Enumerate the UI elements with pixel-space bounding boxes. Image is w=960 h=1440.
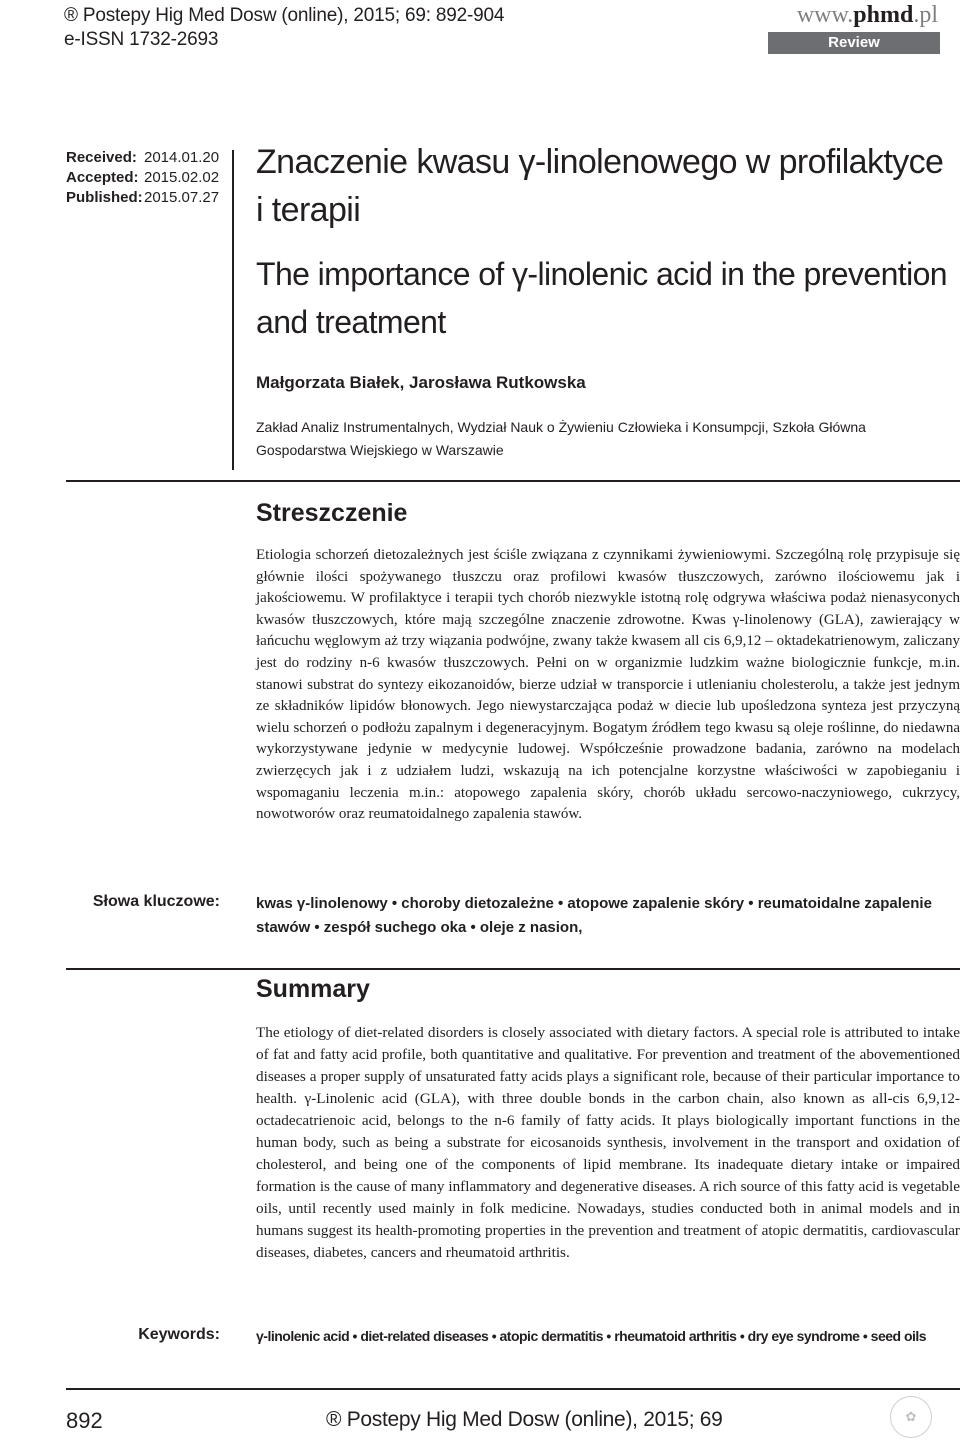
- title-polish: Znaczenie kwasu γ-linolenowego w profilaktyce i terapii: [256, 143, 944, 229]
- received-date: 2014.01.20: [144, 149, 220, 166]
- article-dates: [66, 148, 219, 208]
- footer-journal: ® Postepy Hig Med Dosw (online), 2015; 69: [326, 1408, 723, 1431]
- accepted-label: Accepted:: [66, 169, 139, 186]
- site-name: phmd: [853, 2, 914, 28]
- section-divider-2: [66, 968, 960, 970]
- site-link[interactable]: [797, 2, 938, 29]
- accepted-row: [66, 168, 219, 188]
- published-date: 2015.07.27: [144, 189, 220, 206]
- article-type-badge: Review: [768, 32, 940, 54]
- abstract-text-pl: Etiologia schorzeń dietozależnych jest ściśle związana z czynnikami żywieniowymi. Szczególną rolę przypisuje się głównie ilości spożywanego tłuszczu oraz profilowi kwasów tłuszczowych, zarówno ilościowemu jak i jakościowemu. W profilaktyce i terapii tych chorób niezwykle istotną rolę odgrywa właściwa podaż nienasyconych kwasów tłuszczowych, które mają szczególne znaczenie zdrowotne. Kwas γ-linolenowy (GLA), zawierający w łańcuchu węglowym aż trzy wiązania podwójne, zwany także kwasem all cis 6,9,12 – oktadekatrienowym, zaliczany jest do rodziny n-6 kwasów tłuszczowych. Pełni on w organizmie ludzkim ważne biologicznie funkcje, m.in. stanowi substrat do syntezy eikozanoidów, bierze udział w transporcie i utlenianiu cholesterolu, a także jest jednym ze składników lipidów błonowych. Jego niewystarczająca podaż w diecie lub upośledzona synteza jest przyczyną wielu schorzeń o podłożu zapalnym i degeneracyjnym. Bogatym źródłem tego kwasu są oleje roślinne, do niedawna wykorzystywane jedynie w medycynie ludowej. Współcześnie prowadzone badania, zarówno na modelach zwierzęcych jak i z udziałem ludzi, wskazują na ich potencjalne korzystne właściwości w zapobieganiu i wspomaganiu leczenia m.in.: atopowego zapalenia skóry, chorób układu sercowo-naczyniowego, cukrzycy, nowotworów oraz reumatoidalnego zapalenia stawów.: [256, 547, 960, 823]
- publisher-logo-icon: ✿: [890, 1396, 932, 1438]
- received-row: [66, 148, 219, 168]
- title-english: The importance of γ-linolenic acid in the prevention and treatment: [256, 256, 947, 340]
- abstract-heading-en: Summary: [256, 975, 370, 1003]
- page-number: 892: [66, 1408, 103, 1433]
- issn: e-ISSN 1732-2693: [64, 29, 219, 50]
- accepted-date: 2015.02.02: [144, 169, 220, 186]
- section-divider: [66, 480, 960, 482]
- keywords-label-en: Keywords:: [138, 1326, 220, 1343]
- site-prefix: www.: [796, 2, 854, 28]
- published-label: Published:: [66, 189, 143, 206]
- affiliation: Zakład Analiz Instrumentalnych, Wydział Nauk o Żywieniu Człowieka i Konsumpcji, Szkoła Główna Gospodarstwa Wiejskiego w Warszawie: [256, 419, 866, 458]
- keywords-label-pl: Słowa kluczowe:: [92, 893, 220, 910]
- abstract-heading-pl: Streszczenie: [256, 499, 408, 527]
- authors: Małgorzata Białek, Jarosława Rutkowska: [256, 373, 586, 392]
- abstract-text-en: The etiology of diet-related disorders is closely associated with dietary factors. A special role is attributed to intake of fat and fatty acid profile, both quantitative and qualitative. For prevention and treatment of the abovementioned diseases a proper supply of unsaturated fatty acids plays a significant role, because of their particular importance to health. γ-Linolenic acid (GLA), with three double bonds in the carbon chain, also known as all-cis 6,9,12-octadecatrienoic acid, belongs to the n-6 family of fatty acids. It plays biologically important functions in the human body, such as being a substrate for eicosanoids synthesis, involvement in the transport and oxidation of cholesterol, and being one of the components of lipid membrane. Its inadequate dietary intake or impaired formation is the cause of many inflammatory and degenerative diseases. A rich source of this fatty acid is vegetable oils, until recently used mainly in folk medicine. Nowadays, studies conducted both in animal models and in humans suggest its health-promoting properties in the prevention and treatment of atopic dermatitis, cardiovascular diseases, diabetes, cancers and rheumatoid arthritis.: [256, 1024, 960, 1261]
- received-label: Received:: [66, 149, 137, 166]
- footer-divider: [66, 1388, 960, 1390]
- journal-citation: ® Postepy Hig Med Dosw (online), 2015; 69: 892-904: [64, 5, 505, 26]
- keywords-en: γ-linolenic acid • diet-related diseases • atopic dermatitis • rheumatoid arthritis • dry eye syndrome • seed oils: [256, 1328, 927, 1344]
- journal-header: [64, 4, 504, 52]
- published-row: [66, 188, 219, 208]
- keywords-pl: kwas γ-linolenowy • choroby dietozależne • atopowe zapalenie skóry • reumatoidalne zapalenie stawów • zespół suchego oka • oleje z nasion,: [256, 895, 932, 936]
- vertical-divider: [232, 150, 234, 470]
- site-suffix: .pl: [913, 2, 938, 28]
